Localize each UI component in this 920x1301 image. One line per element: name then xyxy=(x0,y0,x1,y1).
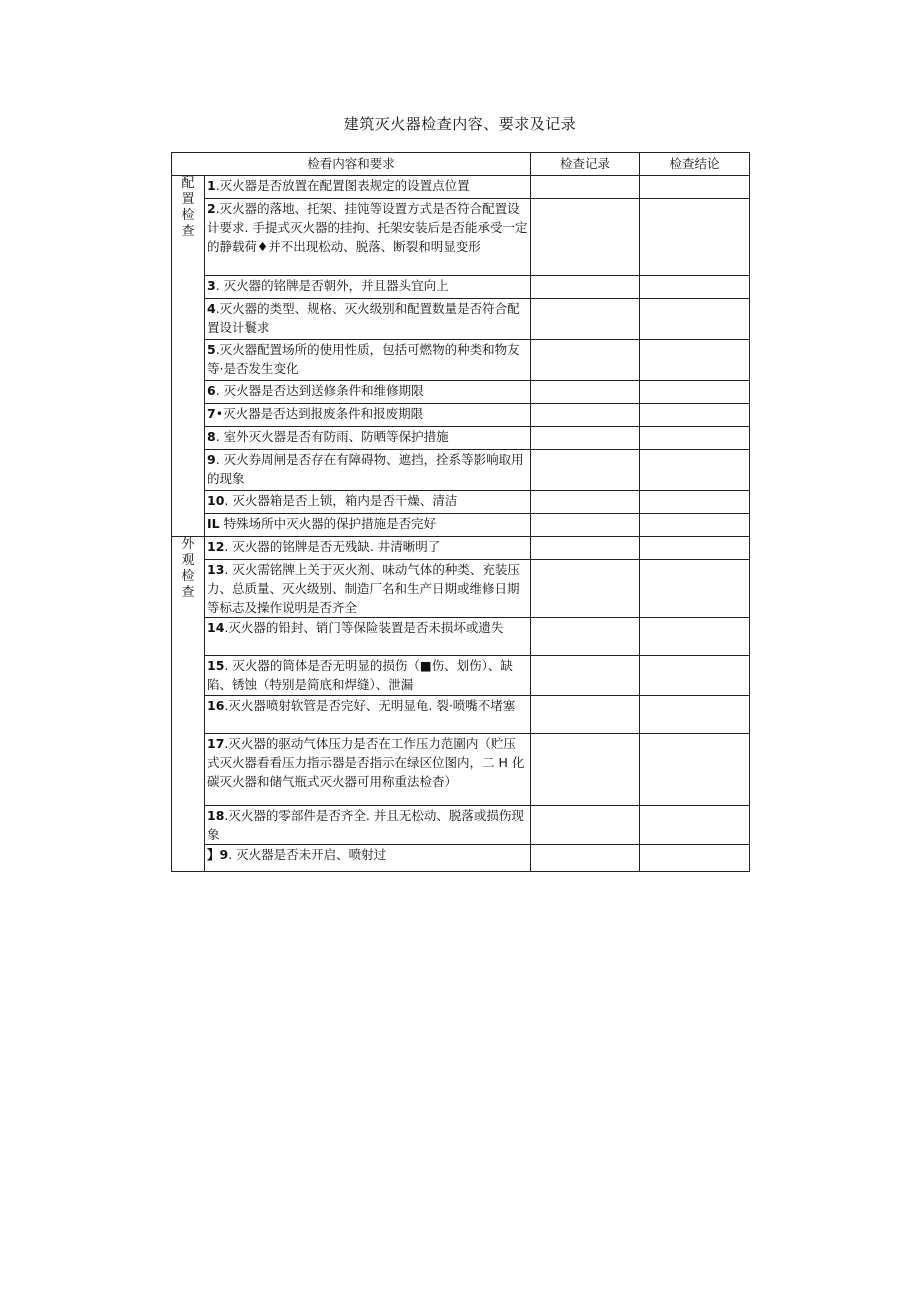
requirement-cell xyxy=(205,199,531,276)
table-row xyxy=(172,560,750,618)
requirement-cell xyxy=(205,299,531,340)
table-row xyxy=(172,176,750,199)
item-number: 2 xyxy=(207,201,216,216)
table-row xyxy=(172,450,750,491)
requirement-cell xyxy=(205,806,531,845)
table-row xyxy=(172,806,750,845)
item-text: .灭火器的零部件是否齐全. 并且无松动、脱落或损伤现象 xyxy=(207,808,524,842)
record-cell[interactable] xyxy=(531,381,640,404)
conclusion-cell[interactable] xyxy=(640,299,750,340)
record-cell[interactable] xyxy=(531,299,640,340)
table-row xyxy=(172,381,750,404)
record-cell[interactable] xyxy=(531,537,640,560)
record-cell[interactable] xyxy=(531,560,640,618)
record-cell[interactable] xyxy=(531,734,640,806)
header-record: 检查记录 xyxy=(531,153,640,176)
item-text: .灭火器的铅封、销门等保险装置是否未损坏或遗失 xyxy=(224,620,504,635)
conclusion-cell[interactable] xyxy=(640,537,750,560)
item-number: 5 xyxy=(207,342,216,357)
requirement-cell xyxy=(205,845,531,872)
conclusion-cell[interactable] xyxy=(640,404,750,427)
item-number: 4 xyxy=(207,301,216,316)
requirement-cell xyxy=(205,618,531,656)
inspection-table xyxy=(171,152,750,872)
conclusion-cell[interactable] xyxy=(640,618,750,656)
table-row xyxy=(172,618,750,656)
header-conclusion: 检查结论 xyxy=(640,153,750,176)
item-number: 】9 xyxy=(207,847,229,862)
record-cell[interactable] xyxy=(531,427,640,450)
table-row xyxy=(172,427,750,450)
record-cell[interactable] xyxy=(531,199,640,276)
requirement-cell xyxy=(205,404,531,427)
item-text: . 灭火券周闸是否存在有障碍物、遮挡，拴系等影响取用的现象 xyxy=(207,452,524,486)
conclusion-cell[interactable] xyxy=(640,806,750,845)
record-cell[interactable] xyxy=(531,276,640,299)
item-text: . 灭火器的筒体是否无明显的损伤（■伤、划伤）、缺陷、锈蚀（特别是简底和焊缝）、泄漏 xyxy=(207,658,513,692)
conclusion-cell[interactable] xyxy=(640,491,750,514)
conclusion-cell[interactable] xyxy=(640,560,750,618)
requirement-cell xyxy=(205,696,531,734)
item-text: . 室外灭火器是否有防雨、防晒等保护措施 xyxy=(215,429,449,444)
item-text: •灭火器是否达到报废条件和报废期限 xyxy=(215,406,424,421)
conclusion-cell[interactable] xyxy=(640,340,750,381)
item-text: . 灭火器箱是否上锁，箱内是否干燥、清洁 xyxy=(224,493,458,508)
item-text: .灭火器的类型、规格、灭火级别和配置数量是否符合配置设计鬟求 xyxy=(207,301,520,335)
item-text: .灭火器是否放置在配置图表规定的设置点位置 xyxy=(215,178,470,193)
requirement-cell xyxy=(205,276,531,299)
requirement-cell xyxy=(205,450,531,491)
item-text: . 灭火器是否未开启、喷射过 xyxy=(228,847,387,862)
record-cell[interactable] xyxy=(531,696,640,734)
item-number: 9 xyxy=(207,452,216,467)
conclusion-cell[interactable] xyxy=(640,696,750,734)
conclusion-cell[interactable] xyxy=(640,514,750,537)
table-row xyxy=(172,514,750,537)
record-cell[interactable] xyxy=(531,845,640,872)
requirement-cell xyxy=(205,381,531,404)
item-text: . 灭火器的铭牌是否无残缺. 井清晰明了 xyxy=(224,539,441,554)
item-number: 8 xyxy=(207,429,216,444)
record-cell[interactable] xyxy=(531,340,640,381)
requirement-cell xyxy=(205,427,531,450)
item-number: 10 xyxy=(207,493,225,508)
item-number: 18 xyxy=(207,808,225,823)
item-number: 14 xyxy=(207,620,225,635)
table-row xyxy=(172,404,750,427)
item-number: 17 xyxy=(207,736,225,751)
requirement-cell xyxy=(205,340,531,381)
table-row xyxy=(172,199,750,276)
category-label: 配置检查 xyxy=(181,176,195,239)
table-row xyxy=(172,340,750,381)
conclusion-cell[interactable] xyxy=(640,845,750,872)
item-text: 特殊场所中灭火器的保护措施是否完好 xyxy=(219,516,437,531)
record-cell[interactable] xyxy=(531,491,640,514)
item-text: .灭火器配置场所的使用性质，包括可燃物的种类和物友等·是否发生变化 xyxy=(207,342,520,376)
item-number: 15 xyxy=(207,658,225,673)
requirement-cell xyxy=(205,734,531,806)
requirement-cell xyxy=(205,491,531,514)
conclusion-cell[interactable] xyxy=(640,199,750,276)
table-row xyxy=(172,845,750,872)
category-appearance-check xyxy=(172,537,205,872)
record-cell[interactable] xyxy=(531,404,640,427)
item-number: 13 xyxy=(207,562,225,577)
conclusion-cell[interactable] xyxy=(640,381,750,404)
item-number: 7 xyxy=(207,406,216,421)
table-row xyxy=(172,276,750,299)
record-cell[interactable] xyxy=(531,450,640,491)
conclusion-cell[interactable] xyxy=(640,734,750,806)
requirement-cell xyxy=(205,176,531,199)
conclusion-cell[interactable] xyxy=(640,176,750,199)
category-config-check xyxy=(172,176,205,537)
requirement-cell xyxy=(205,537,531,560)
table-row xyxy=(172,537,750,560)
item-number: 1 xyxy=(207,178,216,193)
header-content: 检看内容和要求 xyxy=(172,153,531,176)
table-row xyxy=(172,491,750,514)
requirement-cell xyxy=(205,514,531,537)
item-number: 6 xyxy=(207,383,216,398)
table-row xyxy=(172,696,750,734)
conclusion-cell[interactable] xyxy=(640,656,750,696)
record-cell[interactable] xyxy=(531,618,640,656)
item-number: 12 xyxy=(207,539,225,554)
record-cell[interactable] xyxy=(531,514,640,537)
conclusion-cell[interactable] xyxy=(640,427,750,450)
record-cell[interactable] xyxy=(531,656,640,696)
conclusion-cell[interactable] xyxy=(640,450,750,491)
item-text: . 灭火需铭牌上关于灭火剂、味动气体的种类、充装压力、总质量、灭火级别、制造厂名和生产日期或维修日期等标志及操作说明是否齐全 xyxy=(207,562,520,615)
item-number: 16 xyxy=(207,698,225,713)
item-text: .灭火器的落地、托架、挂饨等设置方式是否符合配置设计要求. 手提式灭火器的挂拘、托架安装后是否能承受一定的静载荷♦并不出现松动、脱落、断裂和明显变形 xyxy=(207,201,528,254)
item-text: . 灭火器的铭牌是否朝外，并且器头宜向上 xyxy=(215,278,449,293)
item-text: . 灭火器是否达到送修条件和维修期限 xyxy=(215,383,424,398)
record-cell[interactable] xyxy=(531,806,640,845)
requirement-cell xyxy=(205,656,531,696)
table-row xyxy=(172,734,750,806)
item-number: 3 xyxy=(207,278,216,293)
item-text: .灭火器的驱动气体压力是否在工作压力范圍内（贮压式灭火器看看压力指示器是否指示在绿区位图内，二 H 化碳灭火器和储气瓶式灭火器可用称重法检杳） xyxy=(207,736,525,789)
table-row xyxy=(172,299,750,340)
item-text: .灭火器喷射软管是否完好、无明显龟. 裂·喷嘴不堵塞 xyxy=(224,698,516,713)
document-title: 建筑灭火器检查内容、要求及记录 xyxy=(343,115,577,133)
record-cell[interactable] xyxy=(531,176,640,199)
item-number: IL xyxy=(207,516,220,531)
conclusion-cell[interactable] xyxy=(640,276,750,299)
header-row xyxy=(172,153,750,176)
table-row xyxy=(172,656,750,696)
requirement-cell xyxy=(205,560,531,618)
category-label: 外观检查 xyxy=(181,537,195,600)
